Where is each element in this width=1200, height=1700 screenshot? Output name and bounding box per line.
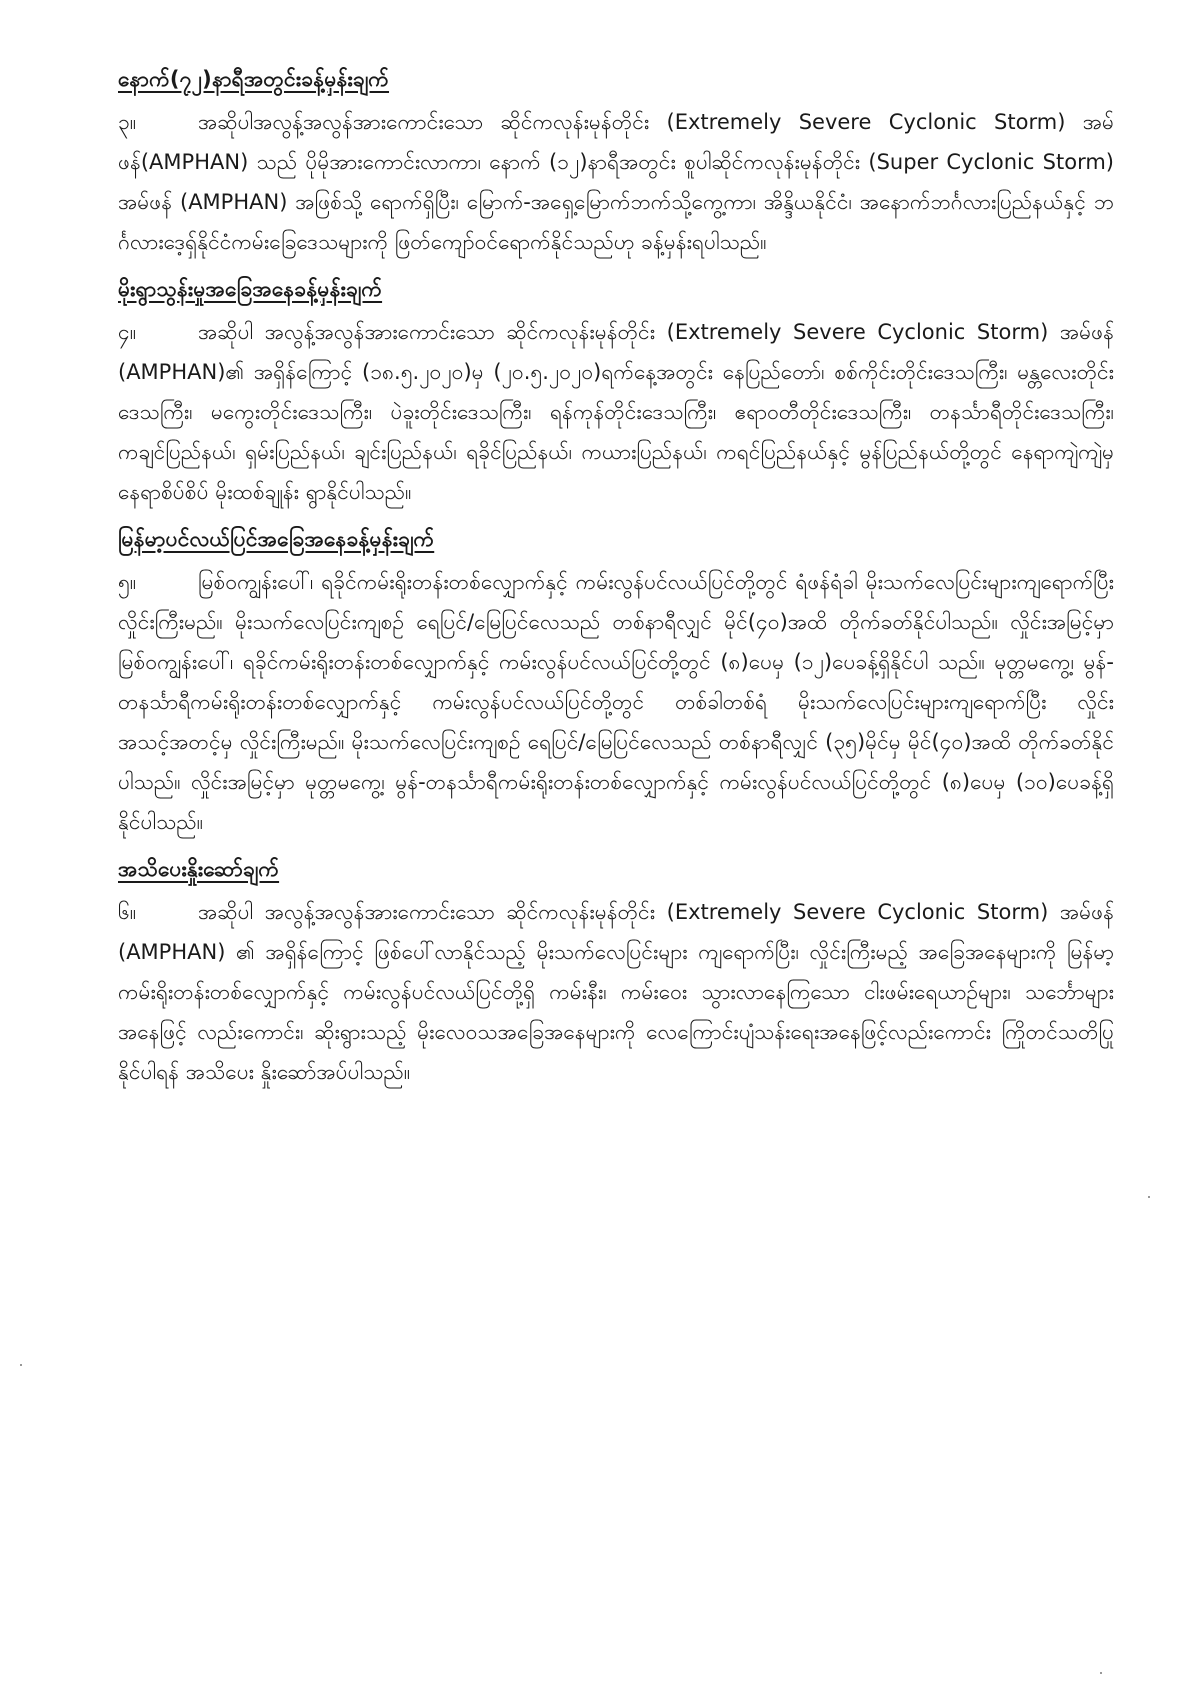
paragraph-text: မြစ်ဝကျွန်းပေါ်၊ ရခိုင်ကမ်းရိုးတန်းတစ်လျှောက်နှင့် ကမ်းလွန်ပင်လယ်ပြင်တို့တွင် ရံဖန်ရံခါ မိုးသက်လေပြင်းများကျရောက်ပြီး လှိုင်းကြီးမည်။ မိုးသက်လေပြင်းကျစဉ် ရေပြင်/မြေပြင်လေသည် တစ်နာရီလျှင် မိုင်(၄၀)အထိ တိုက်ခတ်နိုင်ပါသည်။ လှိုင်းအမြင့်မှာ မြစ်ဝကျွန်းပေါ်၊ ရခိုင်ကမ်းရိုးတန်းတစ်လျှောက်နှင့် ကမ်းလွန်ပင်လယ်ပြင်တို့တွင် (၈)ပေမှ (၁၂)ပေခန့်ရှိနိုင်ပါ သည်။ မုတ္တမကွေ့၊ မွန်-တနင်္သာရီကမ်းရိုးတန်းတစ်လျှောက်နှင့် ကမ်းလွန်ပင်လယ်ပြင်တို့တွင် တစ်ခါတစ်ရံ မိုးသက်လေပြင်းများကျရောက်ပြီး လှိုင်းအသင့်အတင့်မှ လှိုင်းကြီးမည်။ မိုးသက်လေပြင်းကျစဉ် ရေပြင်/မြေပြင်လေသည် တစ်နာရီလျှင် (၃၅)မိုင်မှ မိုင်(၄၀)အထိ တိုက်ခတ်နိုင်ပါသည်။ လှိုင်းအမြင့်မှာ မုတ္တမကွေ့၊ မွန်-တနင်္သာရီကမ်းရိုးတန်းတစ်လျှောက်နှင့် ကမ်းလွန်ပင်လယ်ပြင်တို့တွင် (၈)ပေမှ (၁၀)ပေခန့်ရှိနိုင်ပါသည်။ — [118, 570, 1114, 834]
paragraph-number: ၅။ — [118, 570, 137, 594]
scan-speck — [20, 1364, 22, 1366]
paragraph-text: အဆိုပါ အလွန့်အလွန်အားကောင်းသော ဆိုင်ကလုန်းမုန်တိုင်း (Extremely Severe Cyclonic Storm) အမ်ဖန် (AMPHAN) ၏ အရှိန်ကြောင့် ဖြစ်ပေါ်လာနိုင်သည့် မိုးသက်လေပြင်းများ ကျရောက်ပြီး၊ လှိုင်းကြီးမည့် အခြေအနေများကို မြန်မာ့ကမ်းရိုးတန်းတစ်လျှောက်နှင့် ကမ်းလွန်ပင်လယ်ပြင်တို့ရှိ ကမ်းနီး၊ ကမ်းဝေး သွားလာနေကြသော ငါးဖမ်းရေယာဉ်များ၊ သင်္ဘောများအနေဖြင့် လည်းကောင်း၊ ဆိုးရွားသည့် မိုးလေဝသအခြေအနေများကို လေကြောင်းပျံသန်းရေးအနေဖြင့်လည်းကောင်း ကြိုတင်သတိပြုနိုင်ပါရန် အသိပေး နှိုးဆော်အပ်ပါသည်။ — [118, 900, 1114, 1084]
paragraph-number: ၃။ — [118, 110, 137, 134]
scan-speck — [1148, 1196, 1150, 1198]
paragraph — [118, 892, 1114, 1092]
paragraph — [118, 102, 1114, 262]
paragraph-text: အဆိုပါ အလွန့်အလွန်အားကောင်းသော ဆိုင်ကလုန်းမုန်တိုင်း (Extremely Severe Cyclonic Storm) အမ်ဖန် (AMPHAN)၏ အရှိန်ကြောင့် (၁၈.၅.၂၀၂၀)မှ (၂၀.၅.၂၀၂၀)ရက်နေ့အတွင်း နေပြည်တော်၊ စစ်ကိုင်းတိုင်းဒေသကြီး၊ မန္တလေးတိုင်းဒေသကြီး၊ မကွေးတိုင်းဒေသကြီး၊ ပဲခူးတိုင်းဒေသကြီး၊ ရန်ကုန်တိုင်းဒေသကြီး၊ ဧရာဝတီတိုင်းဒေသကြီး၊ တနင်္သာရီတိုင်းဒေသကြီး၊ ကချင်ပြည်နယ်၊ ရှမ်းပြည်နယ်၊ ချင်းပြည်နယ်၊ ရခိုင်ပြည်နယ်၊ ကယားပြည်နယ်၊ ကရင်ပြည်နယ်နှင့် မွန်ပြည်နယ်တို့တွင် နေရာကျဲကျဲမှ နေရာစိပ်စိပ် မိုးထစ်ချုန်း ရွာနိုင်ပါသည်။ — [118, 320, 1114, 504]
section-heading: နောက်(၇၂)နာရီအတွင်းခန့်မှန်းချက် — [118, 67, 390, 91]
paragraph-number: ၆။ — [118, 900, 137, 924]
scan-speck — [1100, 1672, 1102, 1674]
section-heading: မိုးရွာသွန်းမှုအခြေအနေခန့်မှန်းချက် — [118, 277, 383, 301]
paragraph-number: ၄။ — [118, 320, 137, 344]
paragraph — [118, 312, 1114, 512]
section-rainfall-forecast — [118, 272, 1114, 512]
section-72-hour-forecast — [118, 62, 1114, 262]
section-heading: အသိပေးနှိုးဆော်ချက် — [118, 857, 280, 881]
paragraph-text: အဆိုပါအလွန့်အလွန်အားကောင်းသော ဆိုင်ကလုန်းမုန်တိုင်း (Extremely Severe Cyclonic Storm) အမ်ဖန်(AMPHAN) သည် ပိုမိုအားကောင်းလာကာ၊ နောက် (၁၂)နာရီအတွင်း စူပါဆိုင်ကလုန်းမုန်တိုင်း (Super Cyclonic Storm) အမ်ဖန် (AMPHAN) အဖြစ်သို့ ရောက်ရှိပြီး၊ မြောက်-အရှေ့မြောက်ဘက်သို့ကွေ့ကာ၊ အိန္ဒိယနိုင်ငံ၊ အနောက်ဘင်္ဂလားပြည်နယ်နှင့် ဘင်္ဂလားဒေ့ရှ်နိုင်ငံကမ်းခြေဒေသများကို ဖြတ်ကျော်ဝင်ရောက်နိုင်သည်ဟု ခန့်မှန်းရပါသည်။ — [118, 110, 1114, 254]
section-warning — [118, 852, 1114, 1092]
section-sea-forecast — [118, 522, 1114, 842]
paragraph — [118, 562, 1114, 842]
section-heading: မြန်မာ့ပင်လယ်ပြင်အခြေအနေခန့်မှန်းချက် — [118, 527, 435, 551]
